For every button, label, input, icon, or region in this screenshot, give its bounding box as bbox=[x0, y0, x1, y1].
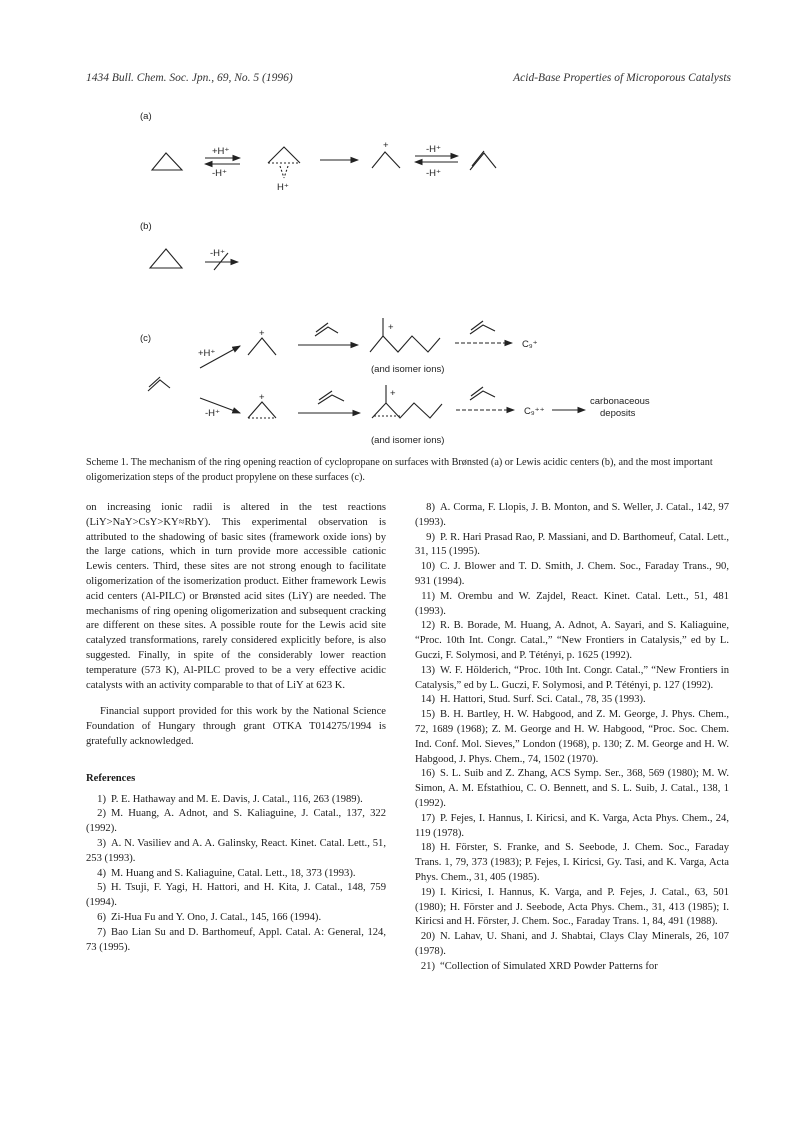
minus-h-c: -H⁺ bbox=[205, 408, 221, 419]
reference-item bbox=[415, 693, 729, 708]
c9-upper: C₉⁺ bbox=[522, 339, 538, 350]
left-column bbox=[86, 501, 386, 955]
cation-plus-a: + bbox=[383, 140, 389, 151]
scheme-caption: Scheme 1. The mechanism of the ring opening reaction of cyclopropane on surfaces with Brønsted (a) or Lewis acidic centers (b), and the most important oligomerization steps of the product propylene on these surfaces (c). bbox=[86, 457, 713, 483]
reference-number: 13) bbox=[420, 664, 435, 676]
propylene-a bbox=[470, 153, 496, 170]
panel-a-label: (a) bbox=[140, 111, 152, 122]
reference-text: H. Hattori, Stud. Surf. Sci. Catal., 78, 35 (1993). bbox=[440, 694, 646, 706]
carbonaceous-label: carbonaceous bbox=[590, 396, 650, 407]
minus-h-a1: -H⁺ bbox=[212, 168, 228, 179]
reference-text: “Collection of Simulated XRD Powder Patterns for bbox=[440, 960, 658, 972]
reference-item bbox=[415, 886, 729, 930]
reference-number: 2) bbox=[97, 808, 106, 820]
reference-text: M. Huang, A. Adnot, and S. Kaliaguine, J. Catal., 137, 322 (1992). bbox=[86, 808, 386, 835]
reference-text: P. R. Hari Prasad Rao, P. Massiani, and D. Barthomeuf, Catal. Lett., 31, 115 (1995). bbox=[415, 531, 729, 558]
reference-item bbox=[86, 926, 386, 956]
reference-item bbox=[415, 664, 729, 694]
reference-item bbox=[86, 793, 386, 808]
reference-text: M. Huang and S. Kaliaguine, Catal. Lett., 18, 373 (1993). bbox=[111, 867, 356, 879]
panel-c-label: (c) bbox=[140, 333, 152, 344]
reference-text: P. E. Hathaway and M. E. Davis, J. Catal., 116, 263 (1989). bbox=[111, 793, 363, 805]
reference-number: 15) bbox=[420, 709, 435, 721]
propyl-cation bbox=[372, 152, 400, 168]
reference-text: Zi-Hua Fu and Y. Ono, J. Catal., 145, 166 (1994). bbox=[111, 911, 322, 923]
reference-number: 4) bbox=[97, 867, 106, 879]
reference-item bbox=[86, 911, 386, 926]
reference-item bbox=[415, 841, 729, 885]
reference-number: 17) bbox=[420, 812, 435, 824]
reference-item bbox=[415, 590, 729, 620]
reference-number: 9) bbox=[426, 531, 435, 543]
h-plus-label: H⁺ bbox=[277, 182, 289, 193]
acknowledgment: Financial support provided for this work by the National Science Foundation of Hungary through grant OTKA T014275/1994 is gratefully acknowledged. bbox=[86, 706, 386, 747]
references-list-right bbox=[415, 501, 729, 975]
cation-plus-c-lower: + bbox=[259, 392, 265, 403]
reference-text: R. B. Borade, M. Huang, A. Adnot, A. Sayari, and S. Kaliaguine, “Proc. 10th Int. Congr. Catal.,” “New Frontiers in Catalysis,” ed by L. Guczi, F. Solymosi, and P. Tétényi, p. 1625 (1992). bbox=[415, 620, 729, 661]
c9-lower: C₉⁺⁺ bbox=[524, 406, 545, 417]
reference-item bbox=[415, 960, 729, 975]
reference-number: 5) bbox=[97, 882, 106, 894]
reference-number: 3) bbox=[97, 837, 106, 849]
reference-item bbox=[86, 837, 386, 867]
reference-number: 16) bbox=[420, 768, 435, 780]
reference-item bbox=[86, 807, 386, 837]
reference-text: M. Orembu and W. Zajdel, React. Kinet. Catal. Lett., 51, 481 (1993). bbox=[415, 590, 729, 617]
references-title: References bbox=[86, 772, 136, 784]
reference-number: 11) bbox=[421, 590, 435, 602]
reference-number: 6) bbox=[97, 911, 106, 923]
propyl-cation-c-lower bbox=[248, 402, 276, 418]
reference-item bbox=[415, 767, 729, 811]
reference-number: 20) bbox=[420, 931, 435, 943]
reference-text: P. Fejes, I. Hannus, I. Kiricsi, and K. Varga, Acta Phys. Chem., 24, 119 (1978). bbox=[415, 812, 729, 839]
minus-h-a3-bottom: -H⁺ bbox=[426, 168, 442, 179]
deposits-label: deposits bbox=[600, 408, 636, 419]
reference-text: Bao Lian Su and D. Barthomeuf, Appl. Catal. A: General, 124, 73 (1995). bbox=[86, 926, 386, 953]
reference-number: 18) bbox=[420, 842, 435, 854]
reference-number: 8) bbox=[426, 502, 435, 513]
reference-text: N. Lahav, U. Shani, and J. Shabtai, Clays Clay Minerals, 26, 107 (1978). bbox=[415, 931, 729, 957]
references-list-left bbox=[86, 793, 386, 956]
reference-text: A. N. Vasiliev and A. A. Galinsky, React. Kinet. Catal. Lett., 51, 253 (1993). bbox=[86, 837, 386, 864]
reference-text: S. L. Suib and Z. Zhang, ACS Symp. Ser., 368, 569 (1980); M. W. Simon, A. M. Efstathiou, C. O. Bennett, and S. L. Suib, J. Catal., 138, 1 (1992). bbox=[415, 768, 729, 809]
reference-item bbox=[415, 930, 729, 960]
reference-text: B. H. Bartley, H. W. Habgood, and Z. M. George, J. Phys. Chem., 72, 1689 (1968); Z. M. George and H. W. Habgood, “Proc. Soc. Chem. Ind. Conf. Mol. Sieves,” London (1968), p. 130; Z. M. George and H. W. Habgood, J. Phys. Chem., 74, 1502 (1970). bbox=[415, 709, 729, 765]
running-header-right: Acid-Base Properties of Microporous Catalysts bbox=[513, 72, 731, 84]
cation-plus-hexyl-upper: + bbox=[388, 322, 394, 333]
reference-text: C. J. Blower and T. D. Smith, J. Chem. Soc., Faraday Trans., 90, 931 (1994). bbox=[415, 561, 729, 587]
propyl-cation-c bbox=[248, 338, 276, 355]
isomer-ions-upper: (and isomer ions) bbox=[371, 364, 445, 375]
reference-number: 12) bbox=[420, 620, 435, 632]
cyclopropane-ring-b bbox=[150, 249, 182, 268]
running-header-left: 1434 Bull. Chem. Soc. Jpn., 69, No. 5 (1996) bbox=[86, 72, 293, 84]
reference-text: H. Förster, S. Franke, and S. Seebode, J. Chem. Soc., Faraday Trans. 1, 79, 373 (1983); P. Fejes, I. Kiricsi, Gy. Tasi, and K. Varga, Acta Phys. Chem., 31, 405 (1985). bbox=[415, 842, 729, 883]
minus-h-b: -H⁺ bbox=[210, 248, 226, 259]
hexyl-cation-upper bbox=[370, 336, 440, 352]
cation-plus-c-upper: + bbox=[259, 328, 265, 339]
reference-item bbox=[86, 881, 386, 911]
reference-number: 19) bbox=[420, 886, 435, 898]
reference-text: A. Corma, F. Llopis, J. B. Monton, and S. Weller, J. Catal., 142, 97 (1993). bbox=[415, 502, 729, 528]
reference-number: 10) bbox=[420, 561, 435, 573]
reference-item bbox=[415, 812, 729, 842]
reference-item bbox=[415, 619, 729, 663]
reference-number: 1) bbox=[97, 793, 106, 805]
panel-b-label: (b) bbox=[140, 221, 152, 232]
reference-text: I. Kiricsi, I. Hannus, K. Varga, and P. Fejes, J. Catal., 63, 501 (1980); H. Förster and J. Seebode, Acta Phys. Chem., 31, 413 (1985); I. Kiricsi and H. Förster, J. Chem. Soc., Faraday Trans. 1, 84, 491 (1988). bbox=[415, 886, 729, 928]
reference-item bbox=[415, 531, 729, 561]
cation-plus-hexyl-lower: + bbox=[390, 388, 396, 399]
reference-item bbox=[415, 560, 729, 590]
reference-item bbox=[415, 708, 729, 767]
reference-number: 7) bbox=[97, 926, 106, 938]
reference-text: W. F. Hölderich, “Proc. 10th Int. Congr. Catal.,” “New Frontiers in Catalysis,” ed by L. Guczi, F. Solymosi, and P. Tétényi, p. 127 (1992). bbox=[415, 664, 729, 691]
isomer-ions-lower: (and isomer ions) bbox=[371, 435, 445, 446]
reference-number: 14) bbox=[420, 694, 435, 706]
reaction-scheme bbox=[0, 0, 793, 455]
reference-text: H. Tsuji, F. Yagi, H. Hattori, and H. Kita, J. Catal., 148, 759 (1994). bbox=[86, 882, 386, 909]
reference-item bbox=[86, 867, 386, 882]
plus-h-c: +H⁺ bbox=[198, 348, 216, 359]
plus-h-a1: +H⁺ bbox=[212, 146, 230, 157]
body-paragraph: on increasing ionic radii is altered in the test reactions (LiY>NaY>CsY>KY≈RbY). This experimental observation is attributed to the shadowing of basic sites (framework oxide ions) by the large cations, which in turn provide more accessible cationic Lewis centers. Third, these sites are not strong enough to facilitate oligomerization of the isomerization product. Either framework Lewis acid centers (Al-PILC) or Brønsted acid sites (LiY) are needed. The mechanisms of ring opening oligomerization and subsequent cracking are different on these sites. A possible route for the Lewis acid site catalyzed transformations, rarely considered explicitly before, is also suggested. Finally, in spite of the considerably lower reaction temperature (573 K), Al-PILC proved to be a very effective acidic catalysts with an activity comparable to that of LiY at 623 K. bbox=[86, 502, 386, 691]
reference-number: 21) bbox=[420, 960, 435, 972]
right-column bbox=[415, 501, 729, 975]
cyclopropane-ring-a bbox=[152, 153, 182, 170]
minus-h-a3-top: -H⁺ bbox=[426, 144, 442, 155]
reference-item bbox=[415, 501, 729, 531]
protonated-cyclopropane bbox=[268, 147, 300, 163]
